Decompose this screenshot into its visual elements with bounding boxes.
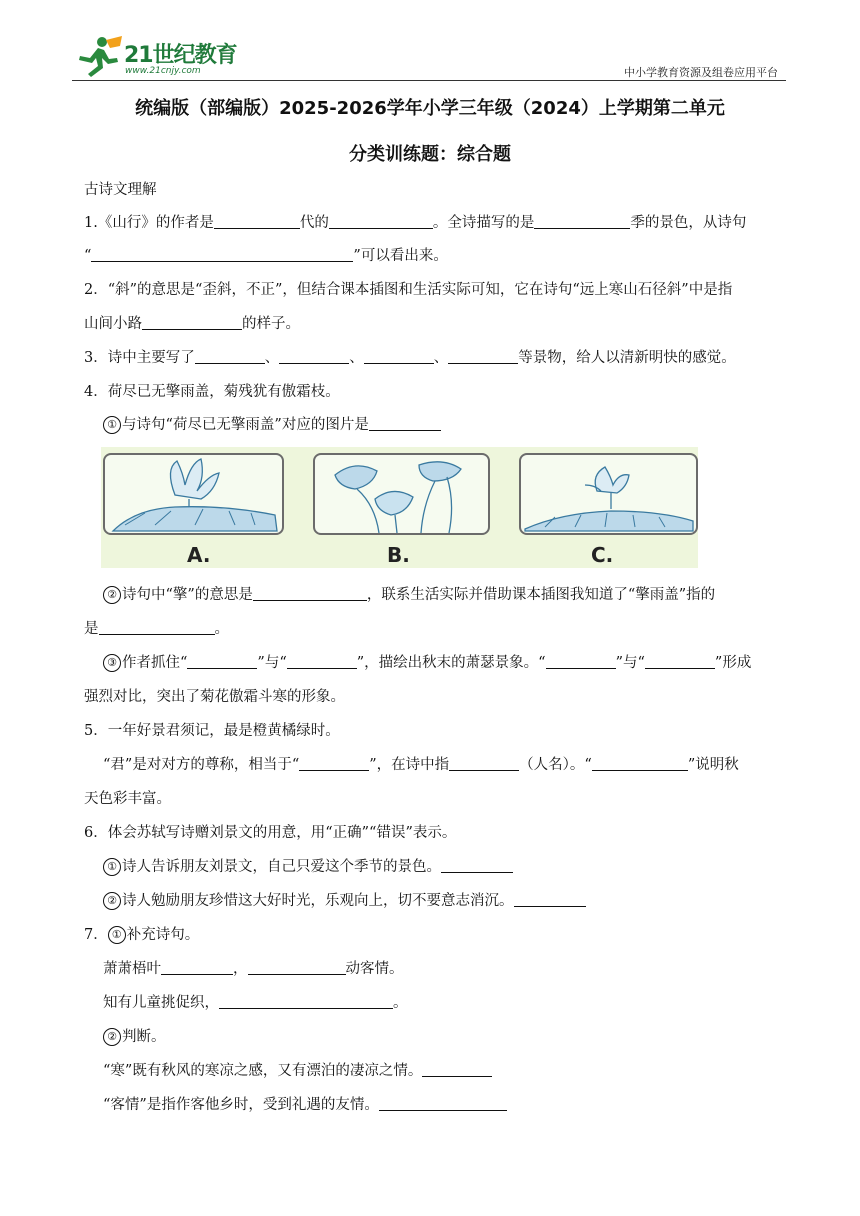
q4-part2-text-b: ，联系生活实际并借助课本插图我知道了“擎雨盖”指的 [366,587,716,603]
answer-blank[interactable] [219,993,393,1009]
question-7-part-2 [103,1027,166,1047]
answer-blank[interactable] [514,891,586,907]
q7-number: 7． [84,927,108,943]
question-2: 2．“斜”的意思是“歪斜，不正”，但结合课本插图和生活实际可知，它在诗句“远上寒山石径斜”中是指 [84,282,733,298]
question-6-part-2 [103,891,586,911]
question-5-cont: 天色彩丰富。 [84,791,171,807]
answer-blank[interactable] [287,653,357,669]
answer-blank[interactable] [592,755,688,771]
q3-sep: 、 [349,350,364,366]
q4-part2-text-c: 是 [84,621,99,637]
answer-blank[interactable] [142,314,242,330]
q5-text-c: （人名）。“ [519,757,592,773]
q7-part2-text: 判断。 [122,1029,166,1045]
q7-l2-text-b: 。 [393,995,408,1011]
circled-number: ① [103,858,121,876]
page-subtitle: 分类训练题：综合题 [349,144,511,165]
q1-text-f: ”可以看出来。 [353,248,448,264]
question-4-part-3 [103,653,751,673]
option-c-image[interactable] [519,453,698,535]
answer-blank[interactable] [195,348,265,364]
circled-number: ① [108,926,126,944]
question-1 [84,213,746,233]
option-c-label: C. [591,543,614,567]
q1-text-d: 季的景色，从诗句 [630,215,747,231]
question-4-part-2 [103,585,715,605]
q7-judge-2 [103,1095,507,1115]
answer-blank[interactable] [187,653,257,669]
answer-blank[interactable] [379,1095,507,1111]
q7-part1-text: 补充诗句。 [126,927,200,943]
question-2-cont [84,314,300,334]
q4-part3-text-a: 作者抓住“ [122,655,188,671]
q7-l1-text-c: 动客情。 [345,961,404,977]
q4-part3-text-c: ”，描绘出秋末的萧瑟景象。“ [356,655,546,671]
answer-blank[interactable] [329,213,433,229]
answer-blank[interactable] [546,653,616,669]
q4-part3-text-d: ”与“ [615,655,645,671]
q7-l2-text-a: 知有儿童挑促织， [103,995,219,1011]
runner-icon [76,34,124,78]
question-7 [84,925,199,945]
question-4-part-2-cont [84,619,229,639]
option-b-label: B. [387,543,410,567]
answer-blank[interactable] [422,1061,492,1077]
option-a-image[interactable] [103,453,284,535]
page-header [76,34,784,80]
section-heading: 古诗文理解 [84,182,157,198]
answer-blank[interactable] [534,213,630,229]
answer-blank[interactable] [645,653,715,669]
answer-blank[interactable] [279,348,349,364]
q4-part3-text-e: ”形成 [714,655,752,671]
question-6-part-1 [103,857,513,877]
question-5-body [103,755,739,775]
circled-number: ① [103,416,121,434]
q6-part2-text: 诗人勉励朋友珍惜这大好时光，乐观向上，切不要意志消沉。 [122,893,514,909]
q7-judge-2-text: “客情”是指作客他乡时，受到礼遇的友情。 [103,1097,379,1113]
answer-blank[interactable] [91,246,353,262]
q3-sep: 、 [264,350,280,366]
circled-number: ② [103,892,121,910]
q3-text-a: 3．诗中主要写了 [84,350,195,366]
q3-sep: 、 [433,350,449,366]
q7-judge-1-text: “寒”既有秋风的寒凉之感，又有漂泊的凄凉之情。 [103,1063,423,1079]
answer-blank[interactable] [161,959,233,975]
q2-text-b: 山间小路 [84,316,142,332]
q4-part2-text-d: 。 [214,621,229,637]
question-4-part-3-cont: 强烈对比，突出了菊花傲霜斗寒的形象。 [84,689,345,705]
platform-name: 中小学教育资源及组卷应用平台 [624,66,778,79]
header-divider [72,80,786,81]
logo-text: 21世纪教育 [124,43,237,68]
q1-text-b: 代的 [299,215,329,231]
q1-text-e: “ [84,248,92,264]
question-6: 6．体会苏轼写诗赠刘景文的用意，用“正确”“错误”表示。 [84,825,457,841]
q1-text-c: 。全诗描写的是 [432,215,535,231]
circled-number: ② [103,1028,121,1046]
q7-poem-line-2 [103,993,408,1013]
q4-part3-text-b: ”与“ [257,655,287,671]
answer-blank[interactable] [214,213,300,229]
answer-blank[interactable] [369,415,441,431]
circled-number: ③ [103,654,121,672]
logo-url: www.21cnjy.com [125,66,201,76]
q5-text-a: “君”是对对方的尊称，相当于“ [103,757,300,773]
q4-part2-text-a: 诗句中“擎”的意思是 [122,587,253,603]
q5-text-d: ”说明秋 [687,757,739,773]
answer-blank[interactable] [253,585,367,601]
question-4-part-1 [103,415,441,435]
option-a-label: A. [187,543,211,567]
answer-blank[interactable] [448,348,518,364]
q5-text-b: ”，在诗中指 [369,757,450,773]
q7-l1-text-a: 萧萧梧叶 [103,961,161,977]
q2-text-c: 的样子。 [242,316,300,332]
page-title: 统编版（部编版）2025-2026学年小学三年级（2024）上学期第二单元 [135,98,725,119]
q7-poem-line-1 [103,959,404,979]
question-3 [84,348,736,368]
lotus-image-options [101,447,698,568]
q4-part1-text: 与诗句“荷尽已无擎雨盖”对应的图片是 [122,417,369,433]
answer-blank[interactable] [364,348,434,364]
question-4: 4．荷尽已无擎雨盖，菊残犹有傲霜枝。 [84,384,340,400]
circled-number: ② [103,586,121,604]
answer-blank[interactable] [248,959,346,975]
q7-judge-1 [103,1061,492,1081]
q1-text-a: 1.《山行》的作者是 [84,215,214,231]
question-1-cont [84,246,448,266]
q6-part1-text: 诗人告诉朋友刘景文，自己只爱这个季节的景色。 [122,859,441,875]
q3-text-b: 等景物，给人以清新明快的感觉。 [518,350,736,366]
question-5: 5．一年好景君须记，最是橙黄橘绿时。 [84,723,340,739]
answer-blank[interactable] [441,857,513,873]
site-logo [76,34,251,80]
answer-blank[interactable] [449,755,519,771]
answer-blank[interactable] [299,755,369,771]
option-b-image[interactable] [313,453,490,535]
answer-blank[interactable] [99,619,215,635]
q7-l1-text-b: ， [233,961,248,977]
